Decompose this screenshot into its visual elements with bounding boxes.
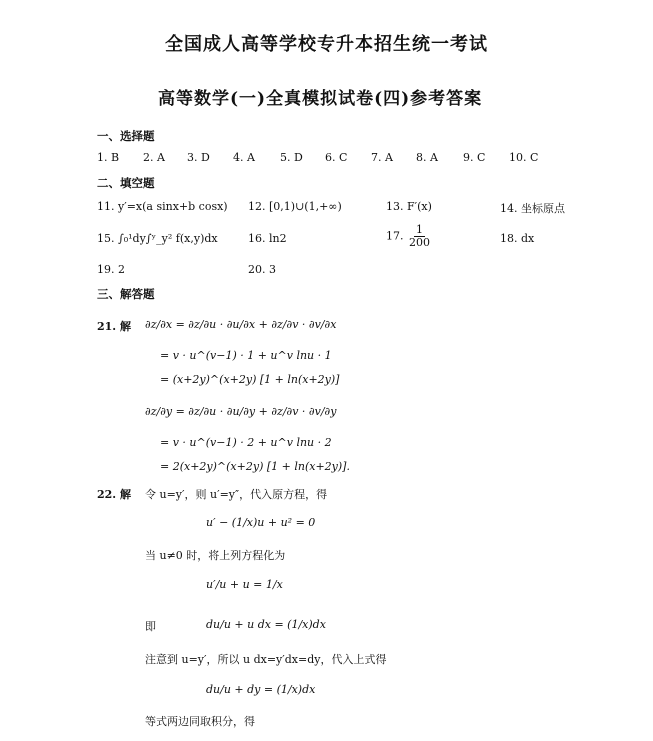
q22-line-6: 注意到 u=y′，所以 u dx=y′dx=dy，代入上式得 (145, 653, 387, 666)
section-solve-title: 三、解答题 (97, 287, 155, 301)
q21-line-6: = 2(x+2y)^(x+2y) [1 + ln(x+2y)]. (160, 460, 350, 473)
fill-answer-14: 14. 坐标原点 (500, 202, 565, 215)
q22-line-7: du/u + dy = (1/x)dx (206, 683, 316, 696)
q21-line-4: ∂z/∂y = ∂z/∂u · ∂u/∂y + ∂z/∂v · ∂v/∂y (145, 405, 337, 418)
q21-line-1: ∂z/∂x = ∂z/∂u · ∂u/∂x + ∂z/∂v · ∂v/∂x (145, 318, 337, 331)
answer-6: 6. C (325, 151, 348, 164)
q22-line-5: du/u + u dx = (1/x)dx (206, 618, 326, 631)
q22-line-3: 当 u≠0 时，将上列方程化为 (145, 549, 286, 562)
answer-1: 1. B (97, 151, 120, 164)
fill-answer-13: 13. F′(x) (386, 200, 432, 213)
page-subtitle: 高等数学(一)全真模拟试卷(四)参考答案 (158, 89, 483, 109)
fill-answer-11: 11. y′=x(a sinx+b cosx) (97, 200, 228, 213)
answer-7: 7. A (371, 151, 393, 164)
answer-4: 4. A (233, 151, 255, 164)
fill-answer-18: 18. dx (500, 232, 535, 245)
fill-answer-15: 15. ∫₀¹dy∫ʸ_y² f(x,y)dx (97, 232, 218, 245)
q21-line-2: = v · u^(v−1) · 1 + u^v lnu · 1 (160, 349, 332, 362)
fraction-17-numerator: 1 (416, 223, 423, 236)
answer-3: 3. D (187, 151, 210, 164)
q21-line-5: = v · u^(v−1) · 2 + u^v lnu · 2 (160, 436, 332, 449)
q22-label: 22. 解 (97, 488, 131, 501)
answer-9: 9. C (463, 151, 486, 164)
page-title: 全国成人高等学校专升本招生统一考试 (165, 34, 488, 55)
q22-line-1: 令 u=y′，则 u′=y″，代入原方程，得 (145, 488, 328, 501)
fraction-17-denominator: 200 (409, 236, 430, 250)
answer-5: 5. D (280, 151, 303, 164)
fill-answer-17-label: 17. (386, 229, 404, 243)
section-fill-title: 二、填空题 (97, 176, 155, 190)
q22-line-8: 等式两边同取积分，得 (145, 715, 255, 728)
fill-answer-19: 19. 2 (97, 263, 125, 276)
q22-line-2: u′ − (1/x)u + u² = 0 (206, 516, 316, 529)
fraction-17 (407, 224, 432, 249)
fill-answer-12: 12. [0,1)∪(1,+∞) (248, 200, 342, 213)
q21-line-3: = (x+2y)^(x+2y) [1 + ln(x+2y)] (160, 373, 340, 386)
section-choice-title: 一、选择题 (97, 129, 155, 143)
q22-line-4: u′/u + u = 1/x (206, 578, 283, 591)
q22-line-5-label: 即 (145, 620, 156, 633)
answer-8: 8. A (416, 151, 438, 164)
answer-10: 10. C (509, 151, 539, 164)
fill-answer-16: 16. ln2 (248, 232, 287, 245)
fill-answer-17 (386, 224, 432, 249)
q21-label: 21. 解 (97, 320, 131, 333)
answer-2: 2. A (143, 151, 165, 164)
fill-answer-20: 20. 3 (248, 263, 276, 276)
